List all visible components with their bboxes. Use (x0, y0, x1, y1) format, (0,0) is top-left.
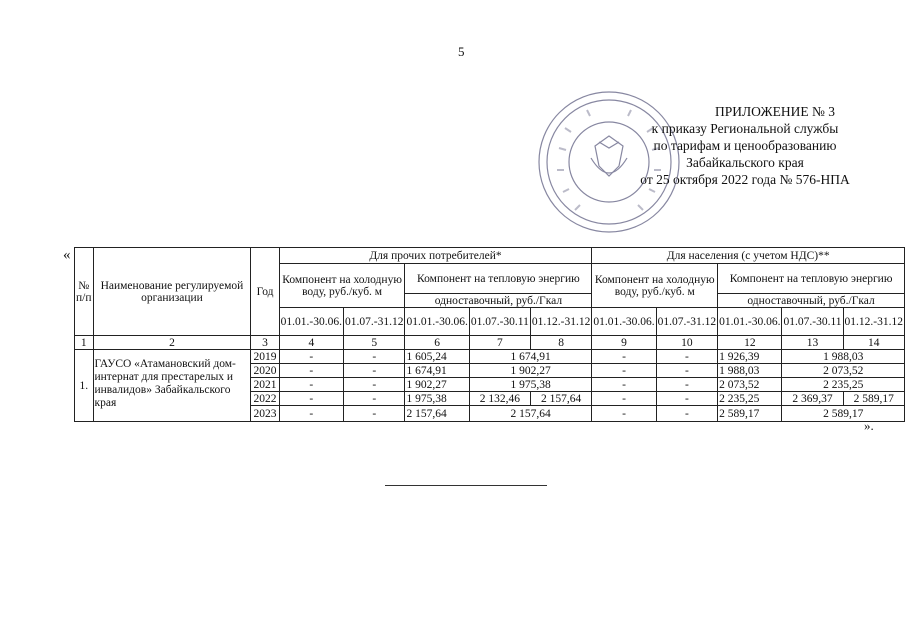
header-other-consumers: Для прочих потребителей* (279, 248, 592, 264)
period-cell: 01.01.-30.06. (592, 308, 656, 336)
column-number: 8 (530, 336, 591, 350)
row-number: 1. (75, 350, 94, 422)
value-cell: - (656, 378, 717, 392)
period-cell: 01.07.-31.12 (344, 308, 405, 336)
value-cell: 2 073,52 (782, 364, 905, 378)
period-cell: 01.12.-31.12 (530, 308, 591, 336)
column-number: 10 (656, 336, 717, 350)
appendix-line-4: от 25 октября 2022 года № 576-НПА (640, 172, 850, 187)
closing-quote: ». (864, 418, 874, 433)
period-cell: 01.01.-30.06. (718, 308, 782, 336)
value-cell: - (592, 392, 656, 406)
opening-quote: « (63, 247, 71, 263)
header-heat-subtype-population: одноставочный, руб./Гкал (718, 294, 905, 308)
value-cell: 1 988,03 (782, 350, 905, 364)
value-cell: 1 926,39 (718, 350, 782, 364)
value-cell: - (592, 364, 656, 378)
value-cell: - (279, 364, 343, 378)
column-number: 5 (344, 336, 405, 350)
appendix-line-1: к приказу Региональной службы (651, 121, 839, 136)
value-cell: 1 605,24 (405, 350, 469, 364)
column-number: 1 (75, 336, 94, 350)
header-population: Для населения (с учетом НДС)** (592, 248, 905, 264)
period-cell: 01.07.-30.11 (782, 308, 843, 336)
value-cell: 2 157,64 (405, 406, 469, 422)
year-cell: 2019 (251, 350, 279, 364)
year-cell: 2021 (251, 378, 279, 392)
value-cell: - (592, 350, 656, 364)
period-cell: 01.07.-30.11 (469, 308, 530, 336)
value-cell: 2 589,17 (782, 406, 905, 422)
value-cell: - (344, 392, 405, 406)
value-cell: - (592, 406, 656, 422)
period-cell: 01.12.-31.12 (843, 308, 904, 336)
value-cell: - (656, 364, 717, 378)
table-row (75, 350, 905, 364)
value-cell: 2 235,25 (718, 392, 782, 406)
value-cell: - (344, 350, 405, 364)
column-number: 12 (718, 336, 782, 350)
page-number: 5 (458, 44, 465, 59)
column-number: 7 (469, 336, 530, 350)
header-cold-water-population: Компонент на холодную воду, руб./куб. м (592, 264, 718, 308)
appendix-title: ПРИЛОЖЕНИЕ № 3 (714, 104, 836, 119)
appendix-header (600, 103, 890, 188)
value-cell: - (279, 406, 343, 422)
value-cell: - (592, 378, 656, 392)
header-cold-water-other: Компонент на холодную воду, руб./куб. м (279, 264, 405, 308)
header-heat-population: Компонент на тепловую энергию (718, 264, 905, 294)
header-row-number: № п/п (75, 248, 94, 336)
value-cell: - (344, 406, 405, 422)
value-cell: 2 157,64 (530, 392, 591, 406)
value-cell: - (656, 392, 717, 406)
value-cell: 1 975,38 (405, 392, 469, 406)
value-cell: - (279, 378, 343, 392)
year-cell: 2023 (251, 406, 279, 422)
appendix-line-2: по тарифам и ценообразованию (653, 138, 837, 153)
value-cell: 1 902,27 (469, 364, 592, 378)
value-cell: 2 589,17 (843, 392, 904, 406)
header-heat-other: Компонент на тепловую энергию (405, 264, 592, 294)
header-year: Год (251, 248, 279, 336)
year-cell: 2022 (251, 392, 279, 406)
header-heat-subtype-other: одноставочный, руб./Гкал (405, 294, 592, 308)
value-cell: - (279, 350, 343, 364)
column-number: 6 (405, 336, 469, 350)
value-cell: 2 369,37 (782, 392, 843, 406)
value-cell: 2 073,52 (718, 378, 782, 392)
column-number: 14 (843, 336, 904, 350)
value-cell: 1 975,38 (469, 378, 592, 392)
column-number: 9 (592, 336, 656, 350)
value-cell: 2 235,25 (782, 378, 905, 392)
organization-name: ГАУСО «Атамановский дом-интернат для престарелых и инвалидов» Забайкальского края (93, 350, 251, 422)
value-cell: 1 674,91 (469, 350, 592, 364)
value-cell: - (344, 378, 405, 392)
tariff-table (74, 247, 905, 422)
appendix-line-3: Забайкальского края (686, 155, 804, 170)
column-number: 4 (279, 336, 343, 350)
column-number: 2 (93, 336, 251, 350)
value-cell: - (656, 350, 717, 364)
value-cell: - (656, 406, 717, 422)
column-number: 3 (251, 336, 279, 350)
period-cell: 01.01.-30.06. (279, 308, 343, 336)
value-cell: - (279, 392, 343, 406)
column-number: 13 (782, 336, 843, 350)
value-cell: 1 902,27 (405, 378, 469, 392)
value-cell: 2 132,46 (469, 392, 530, 406)
period-cell: 01.01.-30.06. (405, 308, 469, 336)
value-cell: 1 674,91 (405, 364, 469, 378)
header-organization: Наименование регулируемой организации (93, 248, 251, 336)
value-cell: 2 157,64 (469, 406, 592, 422)
period-cell: 01.07.-31.12 (656, 308, 717, 336)
value-cell: 2 589,17 (718, 406, 782, 422)
value-cell: 1 988,03 (718, 364, 782, 378)
year-cell: 2020 (251, 364, 279, 378)
value-cell: - (344, 364, 405, 378)
footnote-separator (385, 485, 547, 486)
